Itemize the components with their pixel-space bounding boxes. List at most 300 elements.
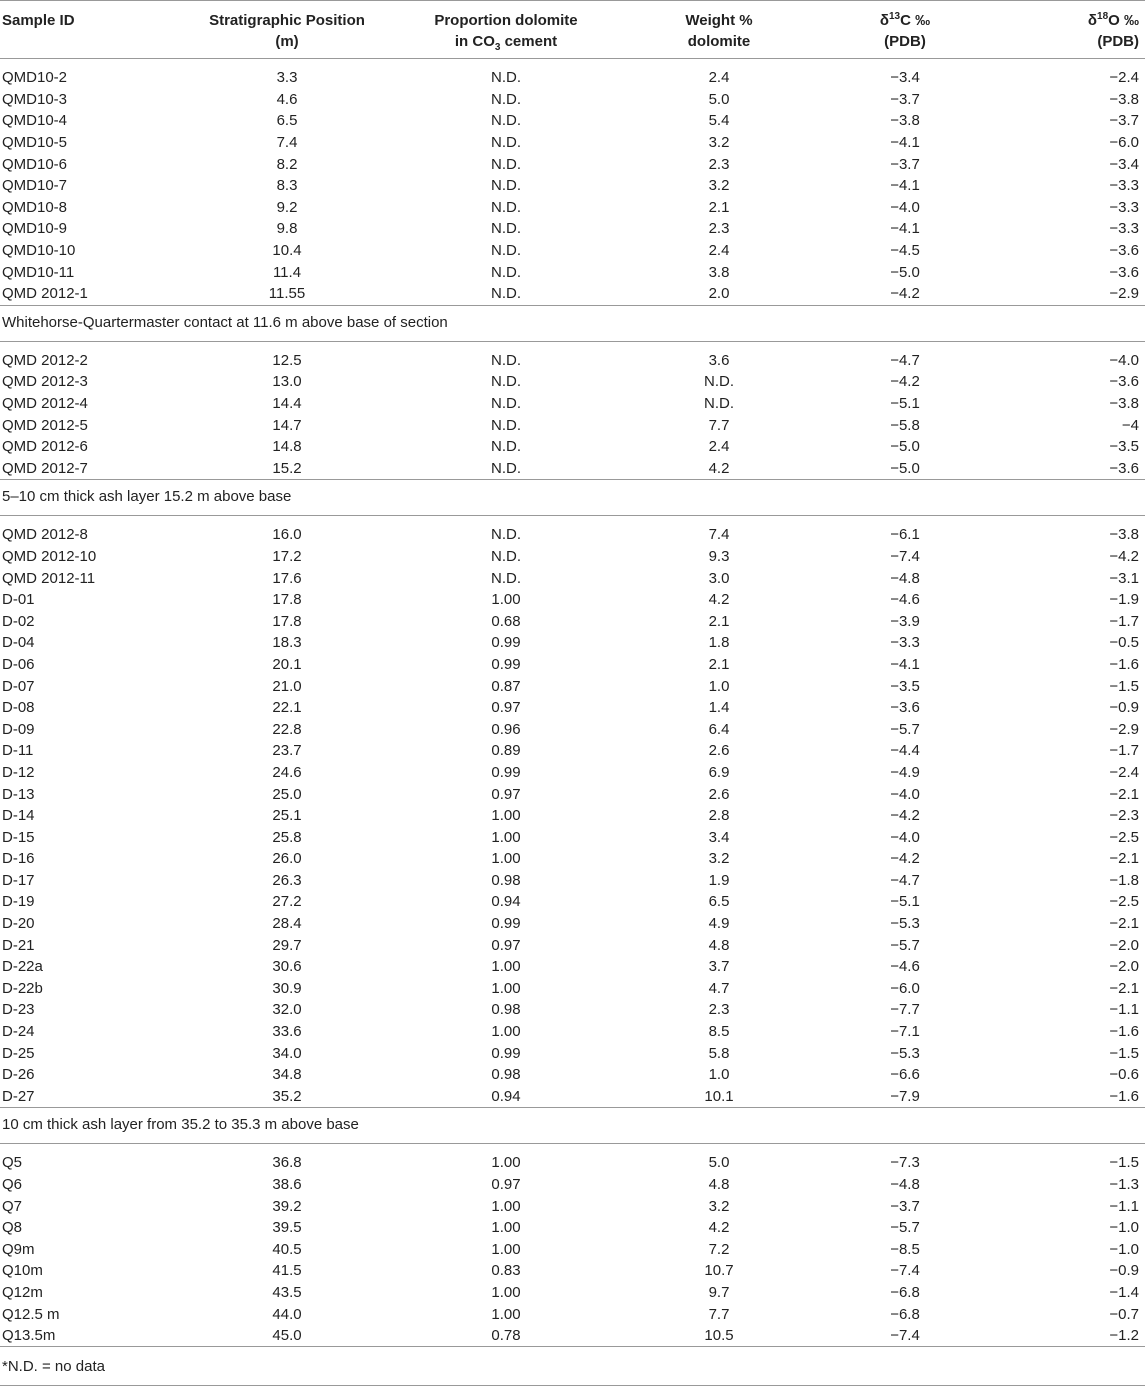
- d18o-cell: −3.8: [1109, 526, 1139, 544]
- sample-id-cell: Q13.5m: [2, 1327, 56, 1345]
- d18o-cell: −2.3: [1109, 807, 1139, 825]
- d13c-cell: −7.7: [890, 1001, 920, 1019]
- weight-dolomite-cell: 2.1: [708, 198, 730, 216]
- d18o-cell: −3.7: [1109, 112, 1139, 130]
- weight-dolomite-cell: 3.4: [708, 828, 730, 846]
- weight-dolomite-cell: 9.3: [708, 547, 730, 565]
- stratigraphic-position-cell: 15.2: [272, 459, 302, 477]
- stratigraphic-position-cell: 22.1: [272, 699, 302, 717]
- stratigraphic-position-cell: 17.8: [272, 591, 302, 609]
- d13c-cell: −5.7: [890, 1219, 920, 1237]
- weight-dolomite-cell: 7.7: [708, 1305, 730, 1323]
- proportion-dolomite-cell: N.D.: [491, 416, 521, 434]
- weight-dolomite-cell: 1.4: [708, 699, 730, 717]
- stratigraphic-position-cell: 21.0: [272, 677, 302, 695]
- proportion-dolomite-cell: 0.99: [491, 915, 521, 933]
- proportion-dolomite-cell: N.D.: [491, 177, 521, 195]
- weight-dolomite-cell: 9.7: [708, 1283, 730, 1301]
- d18o-cell: −4: [1121, 416, 1139, 434]
- d13c-cell: −8.5: [890, 1240, 920, 1258]
- d18o-cell: −3.3: [1109, 220, 1139, 238]
- footnote-row: [0, 1347, 1145, 1386]
- proportion-dolomite-cell: N.D.: [491, 90, 521, 108]
- weight-dolomite-cell: 1.9: [708, 871, 730, 889]
- table-row: [0, 197, 1145, 219]
- d18o-cell: −3.6: [1109, 242, 1139, 260]
- stratigraphic-position-cell: 33.6: [272, 1023, 302, 1041]
- stratigraphic-position-cell: 18.3: [272, 634, 302, 652]
- table-row: [0, 610, 1145, 632]
- proportion-dolomite-cell: 1.00: [491, 1240, 521, 1258]
- proportion-dolomite-cell: 0.68: [491, 612, 521, 630]
- d18o-cell: −3.4: [1109, 155, 1139, 173]
- d18o-cell: −1.7: [1109, 742, 1139, 760]
- proportion-dolomite-cell: 0.97: [491, 699, 521, 717]
- weight-dolomite-cell: 7.2: [708, 1240, 730, 1258]
- table-row: [0, 414, 1145, 436]
- weight-dolomite-cell: N.D.: [704, 395, 734, 413]
- table-row: [0, 805, 1145, 827]
- d18o-cell: −6.0: [1109, 134, 1139, 152]
- proportion-dolomite-cell: 0.94: [491, 1087, 521, 1105]
- d13c-cell: −4.6: [890, 958, 920, 976]
- table-row: [0, 1325, 1145, 1347]
- d13c-cell: −4.5: [890, 242, 920, 260]
- d18o-cell: −1.4: [1109, 1283, 1139, 1301]
- proportion-dolomite-cell: 1.00: [491, 958, 521, 976]
- table-row: [0, 153, 1145, 175]
- weight-dolomite-cell: 10.5: [704, 1327, 734, 1345]
- stratigraphic-position-cell: 14.4: [272, 395, 302, 413]
- stratigraphic-position-cell: 16.0: [272, 526, 302, 544]
- proportion-dolomite-cell: N.D.: [491, 351, 521, 369]
- weight-dolomite-cell: 6.5: [708, 893, 730, 911]
- sample-id-cell: QMD 2012-10: [2, 547, 97, 565]
- table-row: [0, 675, 1145, 697]
- stratigraphic-position-cell: 8.2: [276, 155, 298, 173]
- d18o-cell: −3.6: [1109, 373, 1139, 391]
- table-row: [0, 1086, 1145, 1108]
- table-row: [0, 762, 1145, 784]
- proportion-dolomite-cell: N.D.: [491, 285, 521, 303]
- sample-id-cell: QMD10-2: [2, 69, 68, 87]
- table-row: [0, 956, 1145, 978]
- d13c-cell: −5.1: [890, 893, 920, 911]
- d13c-cell: −4.2: [890, 285, 920, 303]
- d13c-cell: −7.4: [890, 1327, 920, 1345]
- d13c-cell: −4.4: [890, 742, 920, 760]
- section-note: 5–10 cm thick ash layer 15.2 m above base: [0, 480, 1145, 516]
- sample-id-cell: QMD10-7: [2, 177, 68, 195]
- header-d13c: $\delta^{13}C$ ‰ (PDB): [810, 1, 1000, 59]
- stratigraphic-position-cell: 10.4: [272, 242, 302, 260]
- sample-id-cell: D-19: [2, 893, 35, 911]
- d18o-cell: −2.5: [1109, 893, 1139, 911]
- header-stratigraphic-position: Stratigraphic Position (m): [190, 1, 384, 59]
- stratigraphic-position-cell: 12.5: [272, 351, 302, 369]
- sample-id-cell: D-17: [2, 871, 35, 889]
- d18o-cell: −1.6: [1109, 655, 1139, 673]
- sample-id-cell: Q8: [2, 1219, 23, 1237]
- stratigraphic-position-cell: 14.7: [272, 416, 302, 434]
- table-row: [0, 341, 1145, 371]
- sample-id-cell: Q5: [2, 1154, 23, 1172]
- table-row: [0, 89, 1145, 111]
- proportion-dolomite-cell: 0.89: [491, 742, 521, 760]
- sample-id-cell: D-11: [2, 742, 34, 760]
- weight-dolomite-cell: 7.7: [708, 416, 730, 434]
- proportion-dolomite-cell: N.D.: [491, 112, 521, 130]
- table-row: [0, 567, 1145, 589]
- weight-dolomite-cell: 3.7: [708, 958, 730, 976]
- weight-dolomite-cell: 2.1: [708, 655, 730, 673]
- table-row: [0, 371, 1145, 393]
- proportion-dolomite-cell: 0.94: [491, 893, 521, 911]
- table-row: [0, 848, 1145, 870]
- section-note: Whitehorse-Quartermaster contact at 11.6 m above base of section: [0, 305, 1145, 341]
- table-row: [0, 718, 1145, 740]
- d13c-cell: −4.1: [890, 655, 920, 673]
- sample-id-cell: D-26: [2, 1066, 35, 1084]
- table-row: [0, 218, 1145, 240]
- stratigraphic-position-cell: 11.4: [272, 263, 302, 281]
- proportion-dolomite-cell: 1.00: [491, 591, 521, 609]
- proportion-dolomite-cell: N.D.: [491, 155, 521, 173]
- d13c-cell: −6.8: [890, 1283, 920, 1301]
- weight-dolomite-cell: 3.2: [708, 134, 730, 152]
- proportion-dolomite-cell: 0.99: [491, 763, 521, 781]
- d18o-cell: −0.7: [1109, 1305, 1139, 1323]
- d13c-cell: −5.0: [890, 438, 920, 456]
- stratigraphic-position-cell: 30.9: [272, 979, 302, 997]
- sample-id-cell: D-15: [2, 828, 35, 846]
- stratigraphic-position-cell: 23.7: [272, 742, 302, 760]
- sample-id-cell: Q7: [2, 1197, 23, 1215]
- d13c-cell: −7.3: [890, 1154, 920, 1172]
- proportion-dolomite-cell: N.D.: [491, 438, 521, 456]
- proportion-dolomite-cell: N.D.: [491, 526, 521, 544]
- d13c-cell: −6.0: [890, 979, 920, 997]
- d13c-cell: −3.7: [890, 90, 920, 108]
- sample-id-cell: D-13: [2, 785, 35, 803]
- sample-id-cell: D-27: [2, 1087, 35, 1105]
- sample-id-cell: D-22b: [2, 979, 43, 997]
- table-row: [0, 1021, 1145, 1043]
- weight-dolomite-cell: 3.0: [708, 569, 730, 587]
- d18o-cell: −1.9: [1109, 591, 1139, 609]
- table-row: [0, 826, 1145, 848]
- stratigraphic-position-cell: 25.1: [272, 807, 302, 825]
- d13c-cell: −4.7: [890, 351, 920, 369]
- sample-id-cell: QMD10-10: [2, 242, 76, 260]
- table-row: [0, 516, 1145, 546]
- proportion-dolomite-cell: 1.00: [491, 1023, 521, 1041]
- sample-id-cell: Q6: [2, 1176, 23, 1194]
- table-row: [0, 978, 1145, 1000]
- proportion-dolomite-cell: N.D.: [491, 459, 521, 477]
- d18o-cell: −3.8: [1109, 395, 1139, 413]
- table-row: [0, 1260, 1145, 1282]
- d13c-cell: −7.9: [890, 1087, 920, 1105]
- proportion-dolomite-cell: 0.78: [491, 1327, 521, 1345]
- d13c-cell: −4.6: [890, 591, 920, 609]
- proportion-dolomite-cell: N.D.: [491, 569, 521, 587]
- sample-id-cell: Q12m: [2, 1283, 43, 1301]
- d13c-cell: −3.5: [890, 677, 920, 695]
- d18o-cell: −4.2: [1109, 547, 1139, 565]
- d18o-cell: −2.0: [1109, 936, 1139, 954]
- d13c-cell: −4.1: [890, 134, 920, 152]
- sample-id-cell: Q9m: [2, 1240, 35, 1258]
- sample-id-cell: QMD10-3: [2, 90, 68, 108]
- sample-id-cell: QMD10-11: [2, 263, 75, 281]
- proportion-dolomite-cell: N.D.: [491, 134, 521, 152]
- sample-id-cell: QMD 2012-4: [2, 395, 88, 413]
- proportion-dolomite-cell: 0.98: [491, 1001, 521, 1019]
- sample-id-cell: D-25: [2, 1044, 35, 1062]
- weight-dolomite-cell: 2.3: [708, 220, 730, 238]
- weight-dolomite-cell: 6.9: [708, 763, 730, 781]
- weight-dolomite-cell: 1.8: [708, 634, 730, 652]
- proportion-dolomite-cell: 1.00: [491, 1197, 521, 1215]
- proportion-dolomite-cell: 1.00: [491, 828, 521, 846]
- proportion-dolomite-cell: 0.83: [491, 1262, 521, 1280]
- proportion-dolomite-cell: N.D.: [491, 69, 521, 87]
- d13c-cell: −3.3: [890, 634, 920, 652]
- section-note-row: [0, 1108, 1145, 1144]
- header-sample-id: Sample ID: [0, 1, 190, 59]
- d18o-cell: −2.0: [1109, 958, 1139, 976]
- d13c-cell: −4.8: [890, 1176, 920, 1194]
- proportion-dolomite-cell: 0.96: [491, 720, 521, 738]
- sample-id-cell: QMD 2012-1: [2, 285, 88, 303]
- d18o-cell: −0.6: [1109, 1066, 1139, 1084]
- table-row: [0, 240, 1145, 262]
- sample-id-cell: D-20: [2, 915, 35, 933]
- d18o-cell: −2.4: [1109, 69, 1139, 87]
- proportion-dolomite-cell: 1.00: [491, 1283, 521, 1301]
- d18o-cell: −3.6: [1109, 263, 1139, 281]
- d13c-cell: −5.0: [890, 263, 920, 281]
- proportion-dolomite-cell: 1.00: [491, 979, 521, 997]
- d18o-cell: −2.1: [1109, 915, 1139, 933]
- stratigraphic-position-cell: 45.0: [272, 1327, 302, 1345]
- d13c-cell: −6.1: [890, 526, 920, 544]
- d18o-cell: −0.5: [1109, 634, 1139, 652]
- section-note-row: [0, 305, 1145, 341]
- weight-dolomite-cell: 6.4: [708, 720, 730, 738]
- stratigraphic-position-cell: 24.6: [272, 763, 302, 781]
- d18o-cell: −1.0: [1109, 1240, 1139, 1258]
- stratigraphic-position-cell: 11.55: [268, 285, 306, 303]
- d13c-cell: −4.2: [890, 807, 920, 825]
- stratigraphic-position-cell: 34.8: [272, 1066, 302, 1084]
- d13c-cell: −3.8: [890, 112, 920, 130]
- d18o-cell: −1.5: [1109, 677, 1139, 695]
- d13c-cell: −3.7: [890, 155, 920, 173]
- table-row: [0, 110, 1145, 132]
- sample-id-cell: D-12: [2, 763, 35, 781]
- stratigraphic-position-cell: 8.3: [276, 177, 298, 195]
- stratigraphic-position-cell: 6.5: [276, 112, 298, 130]
- header-weight-dolomite: Weight % dolomite: [628, 1, 810, 59]
- weight-dolomite-cell: 3.2: [708, 177, 730, 195]
- d18o-cell: −3.5: [1109, 438, 1139, 456]
- weight-dolomite-cell: 4.2: [708, 1219, 730, 1237]
- stratigraphic-position-cell: 35.2: [272, 1087, 302, 1105]
- d13c-cell: −5.1: [890, 395, 920, 413]
- weight-dolomite-cell: 2.3: [708, 1001, 730, 1019]
- d18o-cell: −0.9: [1109, 699, 1139, 717]
- d13c-cell: −3.7: [890, 1197, 920, 1215]
- table-row: [0, 1174, 1145, 1196]
- table-row: [0, 697, 1145, 719]
- stratigraphic-position-cell: 17.8: [272, 612, 302, 630]
- table-body: [0, 59, 1145, 1386]
- weight-dolomite-cell: 5.0: [708, 90, 730, 108]
- table-row: [0, 1064, 1145, 1086]
- table-row: [0, 261, 1145, 283]
- stratigraphic-position-cell: 13.0: [272, 373, 302, 391]
- weight-dolomite-cell: 1.0: [708, 677, 730, 695]
- table-row: [0, 934, 1145, 956]
- d13c-cell: −5.3: [890, 1044, 920, 1062]
- sample-id-cell: D-04: [2, 634, 35, 652]
- d18o-cell: −1.0: [1109, 1219, 1139, 1237]
- sample-id-cell: QMD 2012-3: [2, 373, 88, 391]
- proportion-dolomite-cell: N.D.: [491, 220, 521, 238]
- table-row: [0, 632, 1145, 654]
- sample-id-cell: D-06: [2, 655, 35, 673]
- stratigraphic-position-cell: 32.0: [272, 1001, 302, 1019]
- table-header: [0, 1, 1145, 59]
- table-row: [0, 1217, 1145, 1239]
- d18o-cell: −1.6: [1109, 1087, 1139, 1105]
- table-row: [0, 132, 1145, 154]
- d13c-cell: −3.6: [890, 699, 920, 717]
- proportion-dolomite-cell: N.D.: [491, 547, 521, 565]
- sample-id-cell: D-22a: [2, 958, 43, 976]
- weight-dolomite-cell: 2.0: [708, 285, 730, 303]
- weight-dolomite-cell: 2.1: [708, 612, 730, 630]
- d18o-cell: −1.2: [1109, 1327, 1139, 1345]
- d13c-cell: −5.7: [890, 720, 920, 738]
- proportion-dolomite-cell: 0.99: [491, 1044, 521, 1062]
- proportion-dolomite-cell: N.D.: [491, 263, 521, 281]
- table-row: [0, 436, 1145, 458]
- d13c-cell: −4.2: [890, 373, 920, 391]
- proportion-dolomite-cell: 1.00: [491, 1154, 521, 1172]
- table-row: [0, 870, 1145, 892]
- sample-id-cell: D-01: [2, 591, 35, 609]
- d13c-cell: −6.8: [890, 1305, 920, 1323]
- weight-dolomite-cell: 3.2: [708, 1197, 730, 1215]
- stratigraphic-position-cell: 20.1: [272, 655, 302, 673]
- d18o-cell: −2.1: [1109, 850, 1139, 868]
- sample-id-cell: QMD10-9: [2, 220, 68, 238]
- table-row: [0, 1195, 1145, 1217]
- d13c-cell: −7.4: [890, 1262, 920, 1280]
- d18o-cell: −1.5: [1109, 1044, 1139, 1062]
- sample-id-cell: D-02: [2, 612, 35, 630]
- proportion-dolomite-cell: N.D.: [491, 198, 521, 216]
- d18o-cell: −3.3: [1109, 177, 1139, 195]
- sample-id-cell: QMD 2012-7: [2, 459, 88, 477]
- weight-dolomite-cell: 4.9: [708, 915, 730, 933]
- sample-id-cell: QMD10-8: [2, 198, 68, 216]
- proportion-dolomite-cell: 0.87: [491, 677, 521, 695]
- weight-dolomite-cell: 5.0: [708, 1154, 730, 1172]
- d18o-cell: −3.8: [1109, 90, 1139, 108]
- stratigraphic-position-cell: 30.6: [272, 958, 302, 976]
- sample-id-cell: Q10m: [2, 1262, 43, 1280]
- d13c-cell: −5.0: [890, 459, 920, 477]
- d13c-cell: −3.9: [890, 612, 920, 630]
- stratigraphic-position-cell: 34.0: [272, 1044, 302, 1062]
- sample-id-cell: Q12.5 m: [2, 1305, 60, 1323]
- proportion-dolomite-cell: 0.97: [491, 785, 521, 803]
- sample-id-cell: D-24: [2, 1023, 35, 1041]
- d18o-cell: −3.3: [1109, 198, 1139, 216]
- d18o-cell: −3.6: [1109, 459, 1139, 477]
- stratigraphic-position-cell: 41.5: [272, 1262, 302, 1280]
- stratigraphic-position-cell: 27.2: [272, 893, 302, 911]
- d13c-cell: −4.0: [890, 198, 920, 216]
- sample-id-cell: D-21: [2, 936, 35, 954]
- sample-id-cell: QMD10-4: [2, 112, 68, 130]
- d13c-cell: −4.2: [890, 850, 920, 868]
- weight-dolomite-cell: 4.8: [708, 1176, 730, 1194]
- stratigraphic-position-cell: 38.6: [272, 1176, 302, 1194]
- d18o-cell: −0.9: [1109, 1262, 1139, 1280]
- sample-id-cell: D-23: [2, 1001, 35, 1019]
- weight-dolomite-cell: 3.6: [708, 351, 730, 369]
- stratigraphic-position-cell: 17.6: [272, 569, 302, 587]
- table-row: [0, 891, 1145, 913]
- proportion-dolomite-cell: 0.98: [491, 871, 521, 889]
- section-note-row: [0, 480, 1145, 516]
- d18o-cell: −2.1: [1109, 979, 1139, 997]
- table-row: [0, 999, 1145, 1021]
- weight-dolomite-cell: 10.7: [704, 1262, 734, 1280]
- d18o-cell: −1.7: [1109, 612, 1139, 630]
- sample-id-cell: D-07: [2, 677, 35, 695]
- d18o-cell: −3.1: [1109, 569, 1139, 587]
- table-row: [0, 1303, 1145, 1325]
- weight-dolomite-cell: N.D.: [704, 373, 734, 391]
- stratigraphic-position-cell: 4.6: [276, 90, 298, 108]
- sample-id-cell: D-16: [2, 850, 35, 868]
- weight-dolomite-cell: 2.6: [708, 742, 730, 760]
- sample-id-cell: D-09: [2, 720, 35, 738]
- d18o-cell: −1.1: [1109, 1001, 1139, 1019]
- table-row: [0, 913, 1145, 935]
- d18o-cell: −2.9: [1109, 285, 1139, 303]
- sample-id-cell: QMD 2012-11: [2, 569, 96, 587]
- table-row: [0, 589, 1145, 611]
- proportion-dolomite-cell: N.D.: [491, 373, 521, 391]
- table-row: [0, 1144, 1145, 1174]
- d13c-cell: −3.4: [890, 69, 920, 87]
- header-d18o: $\delta^{18}O$ ‰ (PDB): [1000, 1, 1145, 59]
- weight-dolomite-cell: 2.4: [708, 242, 730, 260]
- d13c-cell: −4.1: [890, 177, 920, 195]
- sample-id-cell: QMD10-5: [2, 134, 68, 152]
- d13c-cell: −4.9: [890, 763, 920, 781]
- table-row: [0, 546, 1145, 568]
- table-row: [0, 393, 1145, 415]
- d13c-cell: −7.4: [890, 547, 920, 565]
